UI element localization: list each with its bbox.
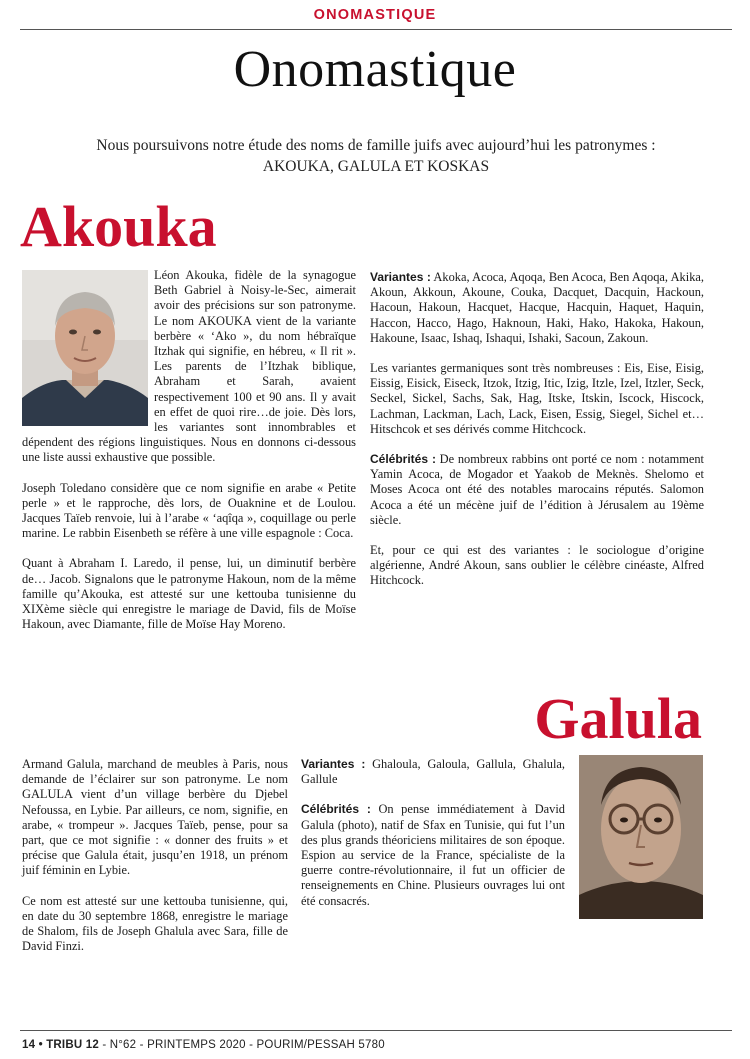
galula-portrait-photo — [579, 755, 703, 919]
akouka-variantes-text: Akoka, Acoca, Aqoqa, Ben Acoca, Ben Aqoqa, Akika, Akoun, Akkoun, Akoune, Couka, Dacquet, Dacquin, Hackoun, Hacoun, Hakoun, Hacquet, Hacque, Hacquin, Haquet, Haquin, Haccon, Hacco, Hago, Haknoun, Haki, Hako, Hakoka, Hakoun, Hakoune, Isaac, Ishaq, Ishaqui, Ishaki, Sacoun, Zakoun. — [370, 270, 704, 345]
akouka-right-column — [370, 270, 704, 604]
akouka-paragraph-1-text: Léon Akouka, fidèle de la synagogue Beth Gabriel à Noisy-le-Sec, aimerait avoir des précisions sur son patronyme. Le nom AKOUKA vient de la variante berbère « ‘Ako », du nom hébraïque Itzhak qui signifie, en hébreu, « Il rit ». Les parents de l’Itzhak biblique, Abraham et Sarah, avaient respectivement 100 et 90 ans. Il y avait en effet de quoi rire…de joie. Dès lors, les variantes sont innombrables et dépendent des régions linguistiques. Nous en donnons ci-dessous une liste aussi exhaustive que possible. — [22, 268, 356, 465]
intro-line-2: AKOUKA, GALULA ET KOSKAS — [262, 158, 490, 175]
footer-issue-info: - N°62 - PRINTEMPS 2020 - POURIM/PESSAH 5780 — [98, 1039, 385, 1051]
akouka-celebrites-label: Célébrités : — [370, 452, 436, 467]
galula-variantes — [301, 757, 565, 787]
akouka-variantes-label: Variantes : — [370, 270, 431, 284]
top-divider — [20, 29, 732, 30]
akouka-paragraph-3: Quant à Abraham I. Laredo, il pense, lui, un diminutif berbère de… Jacob. Signalons que le patronyme Hakoun, nom de la même famille qu’Akouka, est attesté sur une kettouba tunisienne du XIXème siècle qui enregistre le mariage de David, fils de Moïse Hakoun, avec Diamante, fille de Moïse Hay Moreno. — [22, 556, 356, 632]
akouka-heading: Akouka — [20, 194, 217, 259]
footer-page-tribu: 14 • TRIBU 12 — [22, 1039, 99, 1051]
intro-line-1: Nous poursuivons notre étude des noms de famille juifs avec aujourd’hui les patronymes : — [96, 137, 656, 154]
akouka-celebrites-text: De nombreux rabbins ont porté ce nom : notamment Yamin Acoca, de Mogador et Yaakob de Meknès. Shelomo et Moses Acoca ont été des notables marocains réputés. Salomon Acoca a été un mécène juif de l’édition à Jérusalem au 19ème siècle. — [370, 452, 704, 527]
bottom-divider — [20, 1030, 732, 1031]
akouka-variantes — [370, 270, 704, 346]
page-footer — [22, 1039, 385, 1051]
galula-left-column — [22, 757, 288, 969]
galula-celebrites-text: On pense immédiatement à David Galula (photo), natif de Sfax en Tunisie, qui fut l’un des plus grands théoriciens militaires de son époque. Espion au service de la France, spécialiste de la guerre contre-révolutionnaire, il fut un officier de renseignements en Chine. Plusieurs ouvrages lui ont été consacrés. — [301, 802, 566, 908]
intro-text — [20, 135, 732, 177]
akouka-paragraph-1 — [22, 268, 356, 466]
galula-celebrites-label: Célébrités : — [301, 802, 371, 817]
akouka-germaniques: Les variantes germaniques sont très nombreuses : Eis, Eise, Eisig, Eissig, Eisick, Eiseck, Itzok, Itzig, Itic, Izig, Itzle, Izel, Itzler, Seck, Seckel, Sickel, Sachs, Sak, Hag, Itske, Itskin, Iscock, Hiscock, Lachman, Lackman, Lach, Lack, Eisen, Essig, Siegel, Sichel et… Hitschcok et ses dérivés comme Hitchcock. — [370, 361, 704, 436]
galula-heading: Galula — [534, 686, 702, 751]
galula-middle-column — [301, 757, 565, 924]
galula-variantes-label: Variantes : — [301, 757, 366, 771]
akouka-last-paragraph: Et, pour ce qui est des variantes : le sociologue d’origine algérienne, André Akoun, sans oublier le célèbre cinéaste, Alfred Hitchcock. — [370, 543, 704, 588]
galula-paragraph-2: Ce nom est attesté sur une kettouba tunisienne, qui, en date du 30 septembre 1868, enregistre le mariage de Shalom, fils de Joseph Ghalula avec Sara, fille de David Finzi. — [22, 893, 288, 954]
akouka-paragraph-2: Joseph Toledano considère que ce nom signifie en arabe « Petite perle » et le rapproche, dès lors, de Ouaknine et de Loulou. Jacques Taïeb renvoie, lui à l’arabe « ‘aqîqa », coquillage ou perle marine. Le rabbin Eisenbeth se réfère à une ville espagnole : Coca. — [22, 480, 356, 541]
galula-variantes-text: Ghaloula, Galoula, Gallula, Ghalula, Gallule — [301, 757, 565, 787]
akouka-left-column — [22, 268, 356, 647]
galula-paragraph-1: Armand Galula, marchand de meubles à Paris, nous demande de l’éclairer sur son patronyme. Le nom GALULA vient d’un village berbère du Djebel Nefoussa, en Lybie. Par ailleurs, ce nom, signifie, en arabe, « trompeur ». Jacques Taïeb, pense, pour sa part, que ce mot signifie : « donner des fruits » et précise que Galula était, jusqu’en 1918, un prénom juif féminin en Lybie. — [22, 757, 288, 878]
photo-spacer — [22, 268, 154, 425]
akouka-celebrites — [370, 452, 704, 528]
page-title: Onomastique — [233, 41, 517, 98]
section-rubric: ONOMASTIQUE — [313, 7, 437, 23]
galula-celebrites — [301, 802, 565, 908]
